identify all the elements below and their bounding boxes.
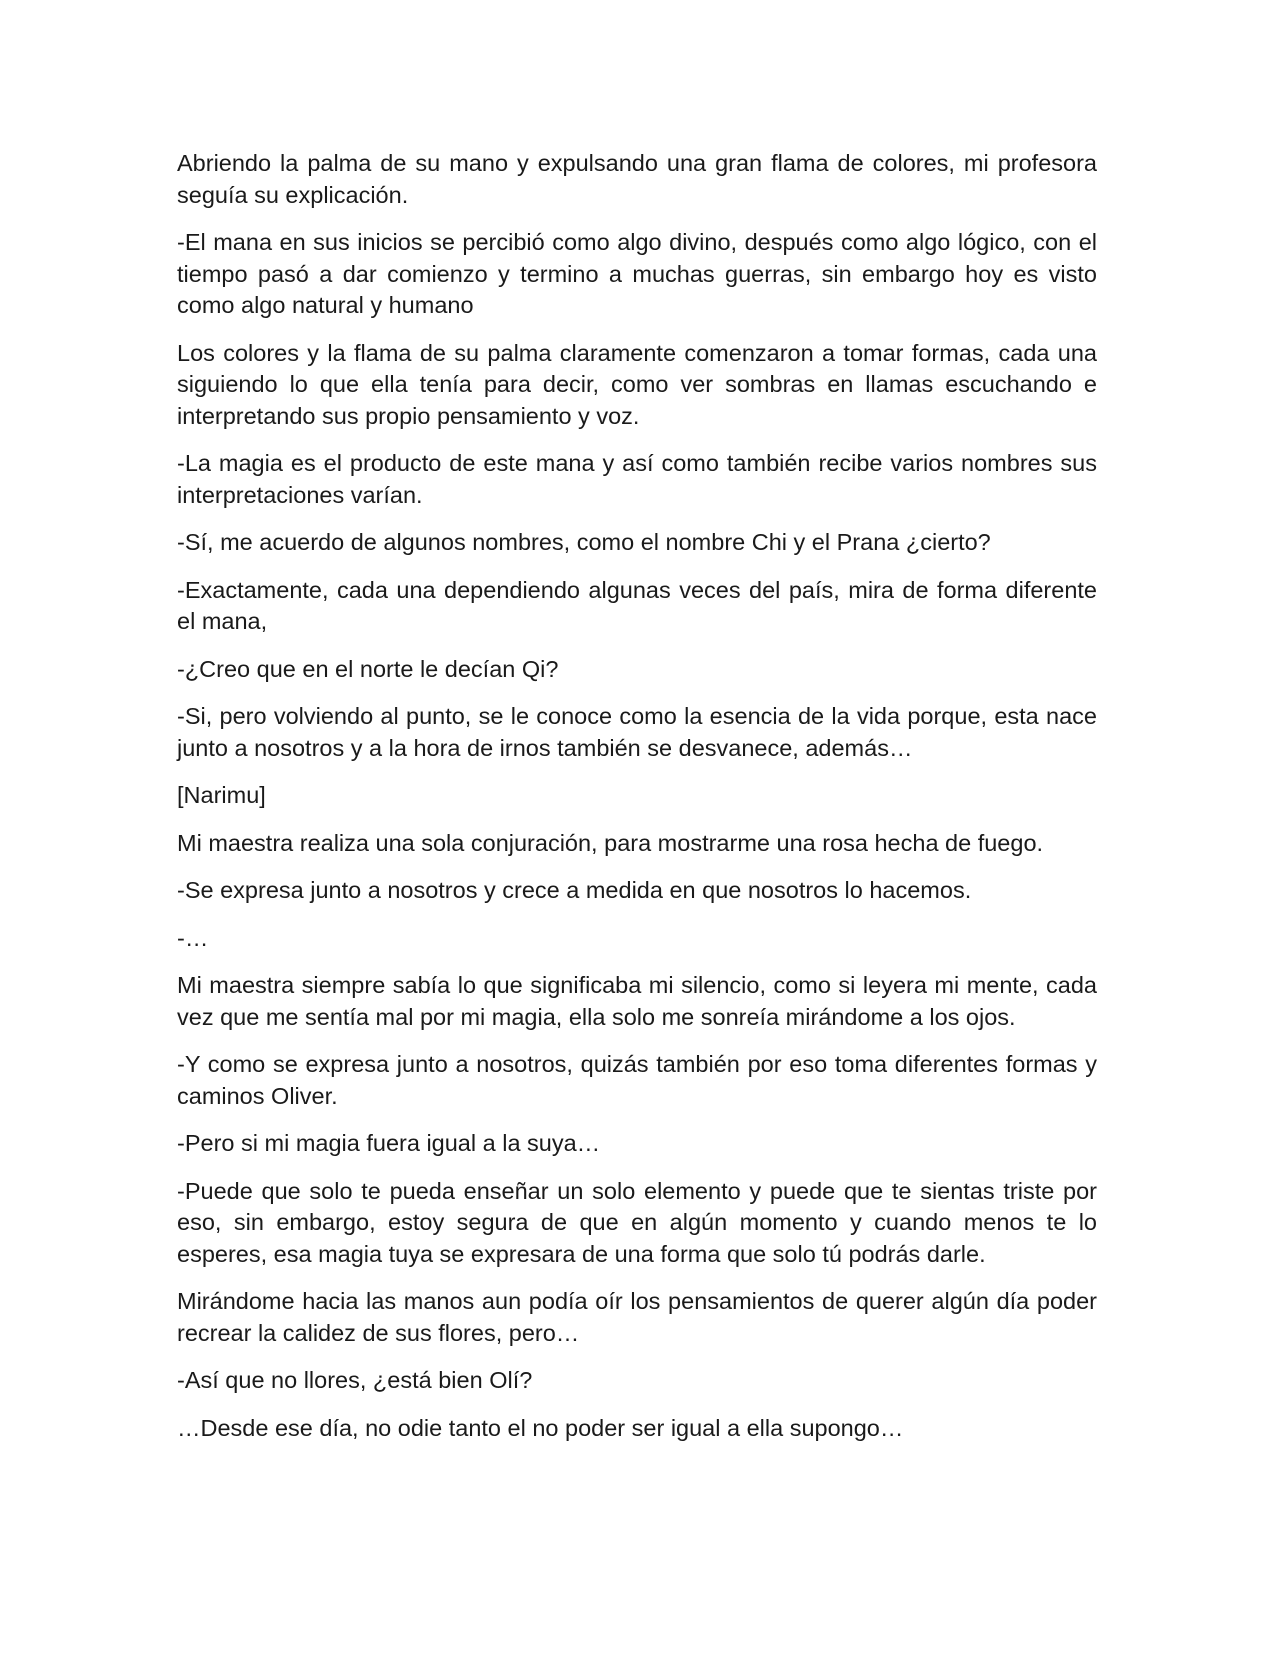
paragraph-16: -Puede que solo te pueda enseñar un solo elemento y puede que te sientas triste por eso, sin embargo, estoy segura de que en algún momento y cuando menos te lo esperes, esa magia tuya se expresara de una forma que solo tú podrás darle. [177, 1177, 1097, 1267]
paragraph-8: -Si, pero volviendo al punto, se le conoce como la esencia de la vida porque, esta nace junto a nosotros y a la hora de irnos también se desvanece, además… [177, 703, 1097, 761]
paragraph-13: Mi maestra siempre sabía lo que significaba mi silencio, como si leyera mi mente, cada vez que me sentía mal por mi magia, ella solo me sonreía mirándome a los ojos. [177, 972, 1097, 1030]
paragraph-12: -… [177, 924, 209, 951]
paragraph-4: -La magia es el producto de este mana y así como también recibe varios nombres sus interpretaciones varían. [177, 450, 1097, 508]
paragraph-6: -Exactamente, cada una dependiendo algunas veces del país, mira de forma diferente el mana, [177, 576, 1097, 634]
document-page [177, 148, 1097, 1460]
paragraph-14: -Y como se expresa junto a nosotros, quizás también por eso toma diferentes formas y caminos Oliver. [177, 1051, 1097, 1109]
paragraph-15: -Pero si mi magia fuera igual a la suya… [177, 1130, 601, 1156]
paragraph-7: -¿Creo que en el norte le decían Qi? [177, 655, 559, 682]
paragraph-17: Mirándome hacia las manos aun podía oír los pensamientos de querer algún día poder recrear la calidez de sus flores, pero… [177, 1288, 1097, 1346]
paragraph-2: -El mana en sus inicios se percibió como algo divino, después como algo lógico, con el tiempo pasó a dar comienzo y termino a muchas guerras, sin embargo hoy es visto como algo natural y humano [177, 229, 1097, 318]
paragraph-9: [Narimu] [177, 782, 266, 808]
paragraph-10: Mi maestra realiza una sola conjuración, para mostrarme una rosa hecha de fuego. [177, 829, 1044, 856]
paragraph-18: -Así que no llores, ¿está bien Olí? [177, 1367, 533, 1393]
paragraph-1: Abriendo la palma de su mano y expulsando una gran flama de colores, mi profesora seguía su explicación. [177, 150, 1097, 208]
paragraph-5: -Sí, me acuerdo de algunos nombres, como el nombre Chi y el Prana ¿cierto? [177, 529, 991, 555]
paragraph-3: Los colores y la flama de su palma claramente comenzaron a tomar formas, cada una siguiendo lo que ella tenía para decir, como ver sombras en llamas escuchando e interpretando sus propio pensamiento y voz. [177, 339, 1097, 429]
paragraph-11: -Se expresa junto a nosotros y crece a medida en que nosotros lo hacemos. [177, 877, 972, 903]
paragraph-19: …Desde ese día, no odie tanto el no poder ser igual a ella supongo… [177, 1414, 904, 1441]
